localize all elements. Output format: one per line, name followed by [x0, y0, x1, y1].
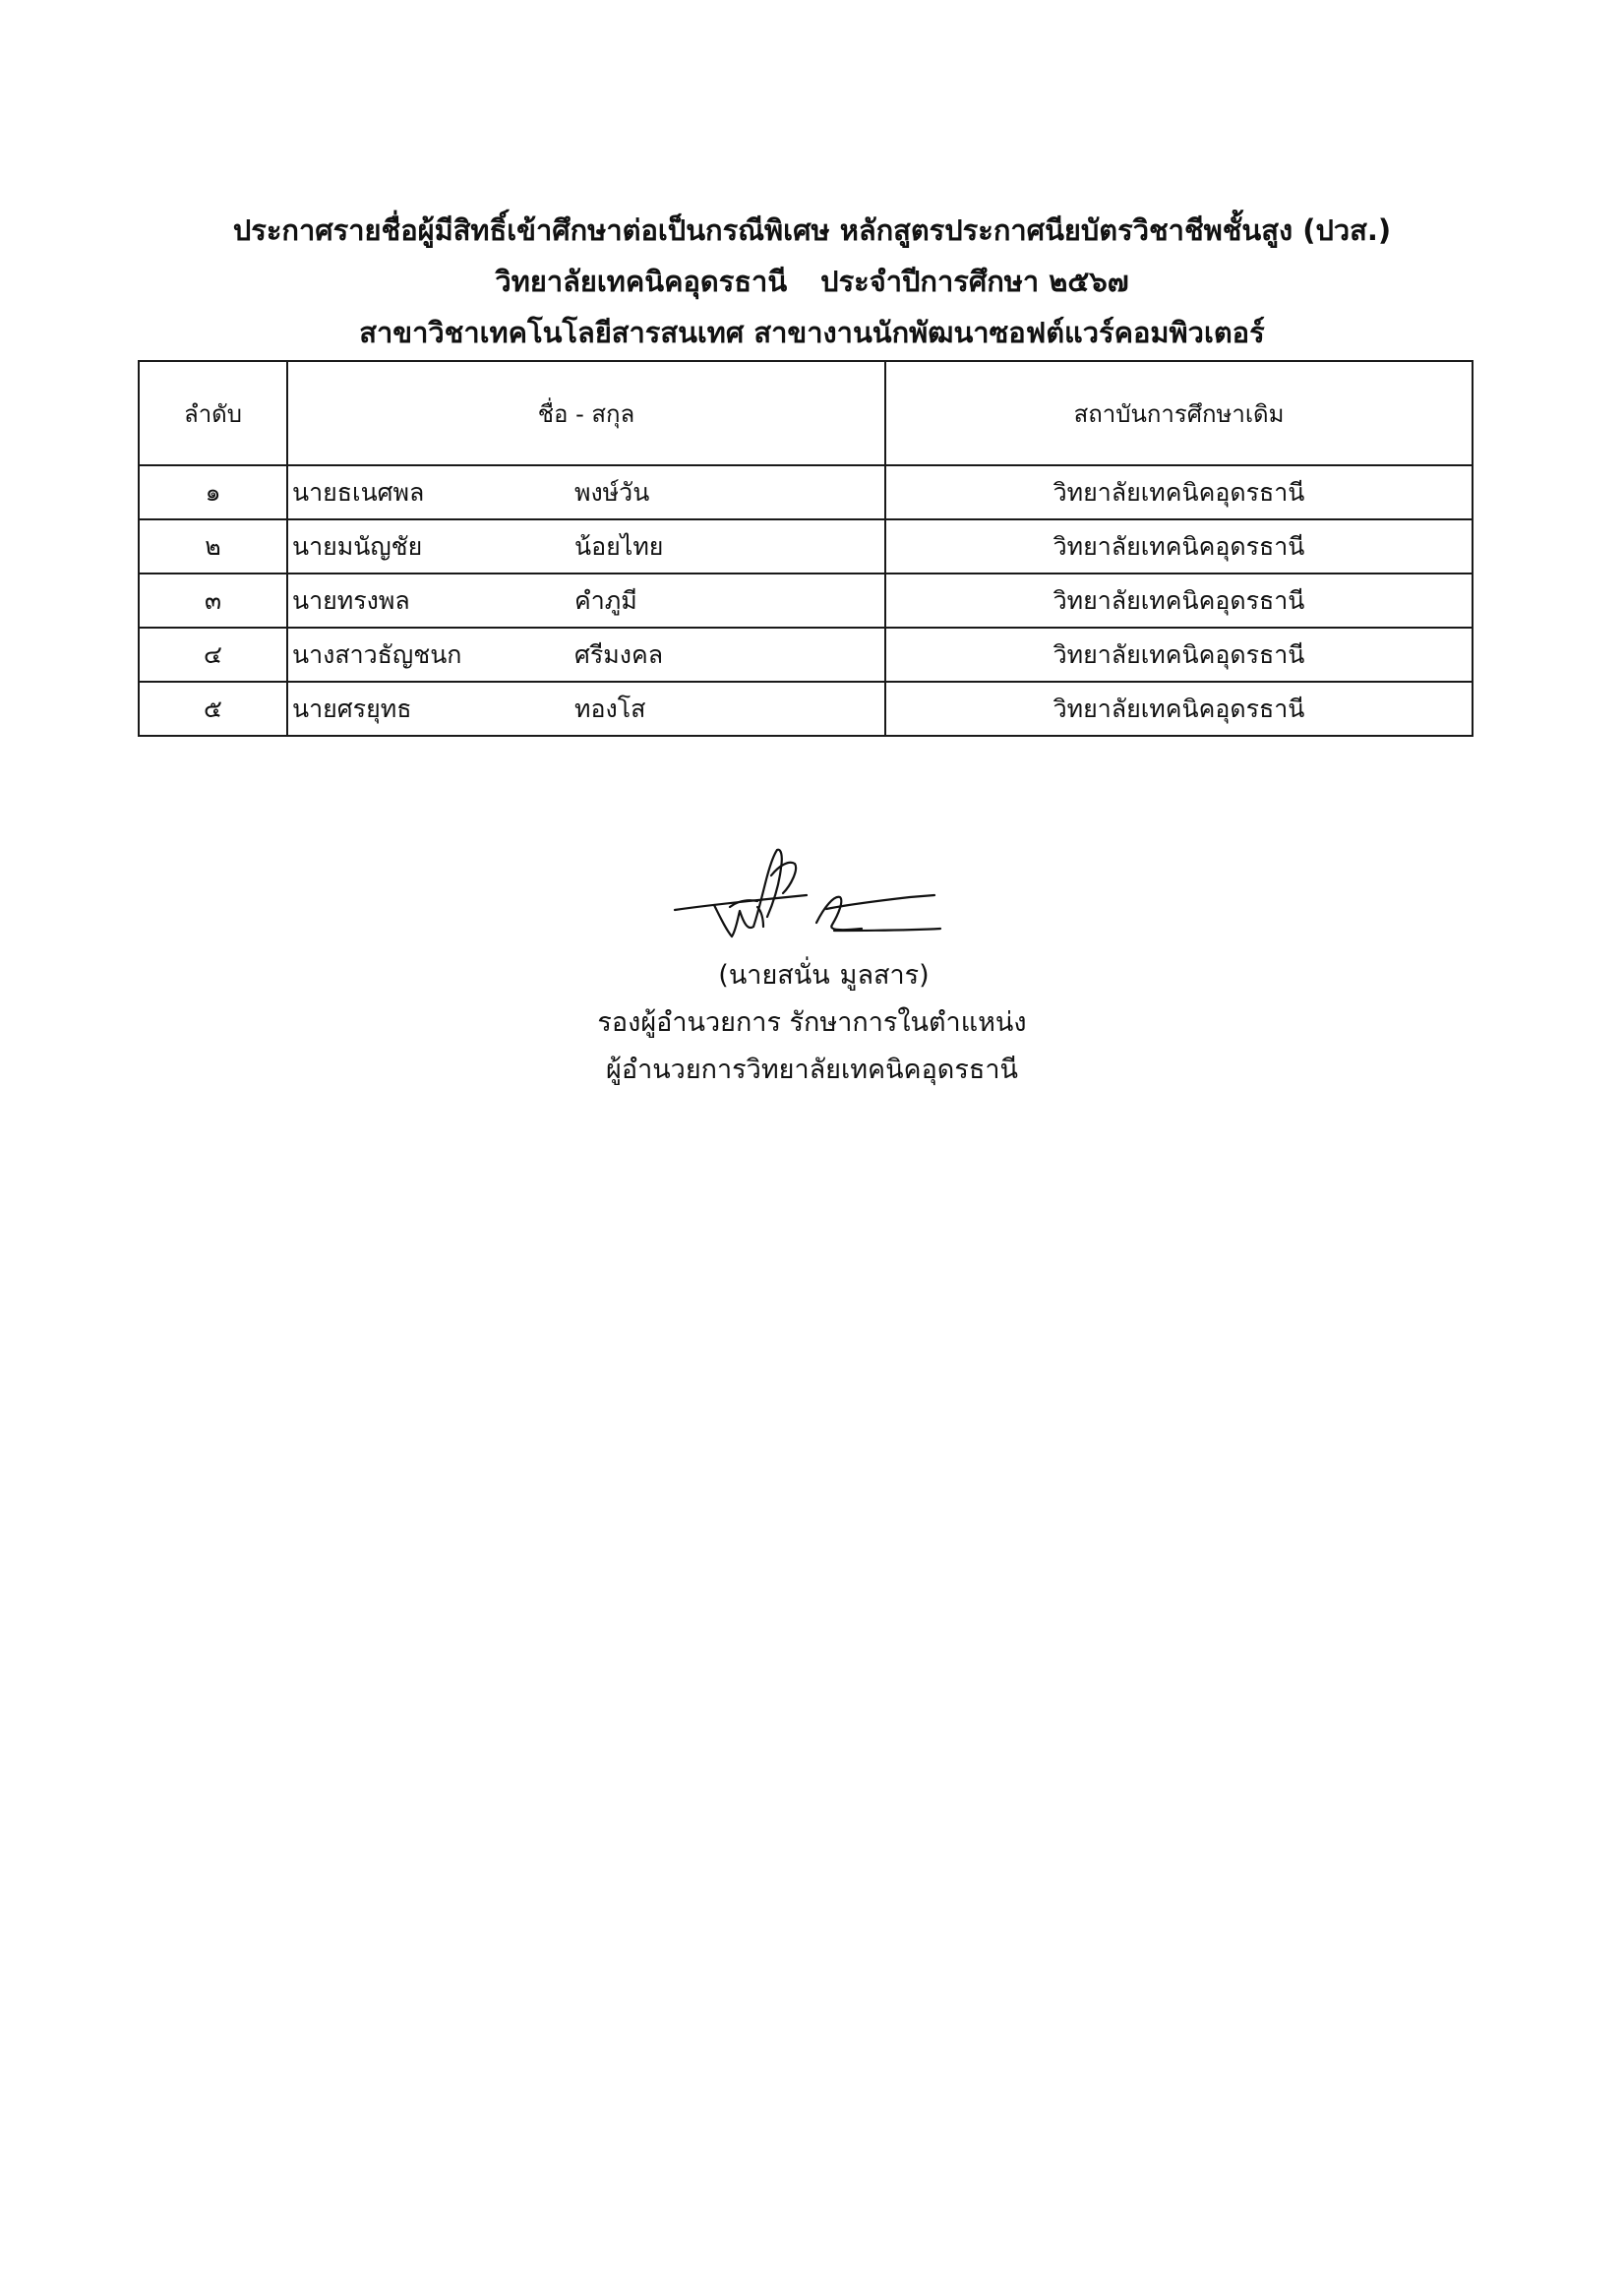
row-institution: วิทยาลัยเทคนิคอุดรธานี	[885, 628, 1473, 682]
row-last-name: ทองโส	[574, 694, 646, 723]
table-row	[139, 465, 1473, 519]
signatory-name	[12, 952, 1624, 999]
table-row	[139, 519, 1473, 574]
heading-college: วิทยาลัยเทคนิคอุดรธานี	[495, 265, 788, 298]
row-last-name: พงษ์วัน	[574, 477, 650, 507]
heading-college-year	[0, 256, 1624, 307]
signatory-name-first: (นายสนั่น	[718, 960, 830, 991]
header-name: ชื่อ - สกุล	[287, 361, 885, 465]
row-name	[287, 682, 885, 736]
row-last-name: ศรีมงคล	[574, 639, 664, 669]
table-header-row	[139, 361, 1473, 465]
row-name	[287, 519, 885, 574]
row-name	[287, 628, 885, 682]
row-last-name: น้อยไทย	[574, 531, 664, 561]
signatory-name-last: มูลสาร)	[839, 960, 930, 991]
signatory-block	[0, 952, 1624, 1094]
heading-academic-year: ประจำปีการศึกษา ๒๕๖๗	[820, 265, 1129, 298]
header-order: ลำดับ	[139, 361, 287, 465]
signature-image	[669, 836, 954, 954]
table-row	[139, 574, 1473, 628]
header-institution: สถาบันการศึกษาเดิม	[885, 361, 1473, 465]
signatory-position-title: ผู้อำนวยการวิทยาลัยเทคนิคอุดรธานี	[606, 1055, 1018, 1085]
row-first-name: นายศรยุทธ	[292, 694, 412, 723]
signatory-position: รองผู้อำนวยการ รักษาการในตำแหน่ง	[597, 1007, 1027, 1038]
table-row	[139, 682, 1473, 736]
row-order: ๓	[139, 574, 287, 628]
table-row	[139, 628, 1473, 682]
row-last-name: คำภูมี	[574, 585, 637, 615]
row-first-name: นางสาวธัญชนก	[292, 639, 462, 669]
row-institution: วิทยาลัยเทคนิคอุดรธานี	[885, 682, 1473, 736]
row-institution: วิทยาลัยเทคนิคอุดรธานี	[885, 574, 1473, 628]
row-institution: วิทยาลัยเทคนิคอุดรธานี	[885, 519, 1473, 574]
row-name	[287, 574, 885, 628]
row-order: ๒	[139, 519, 287, 574]
row-first-name: นายธเนศพล	[292, 477, 425, 507]
row-order: ๕	[139, 682, 287, 736]
row-order: ๔	[139, 628, 287, 682]
row-institution: วิทยาลัยเทคนิคอุดรธานี	[885, 465, 1473, 519]
document-heading	[0, 205, 1624, 358]
row-first-name: นายทรงพล	[292, 585, 410, 615]
applicant-table	[138, 360, 1474, 737]
heading-program: สาขาวิชาเทคโนโลยีสารสนเทศ สาขางานนักพัฒนาซอฟต์แวร์คอมพิวเตอร์	[359, 316, 1265, 349]
row-order: ๑	[139, 465, 287, 519]
row-first-name: นายมนัญชัย	[292, 531, 423, 561]
row-name	[287, 465, 885, 519]
heading-title: ประกาศรายชื่อผู้มีสิทธิ์เข้าศึกษาต่อเป็นกรณีพิเศษ หลักสูตรประกาศนียบัตรวิชาชีพชั้นสูง (ปวส.)	[232, 213, 1392, 247]
